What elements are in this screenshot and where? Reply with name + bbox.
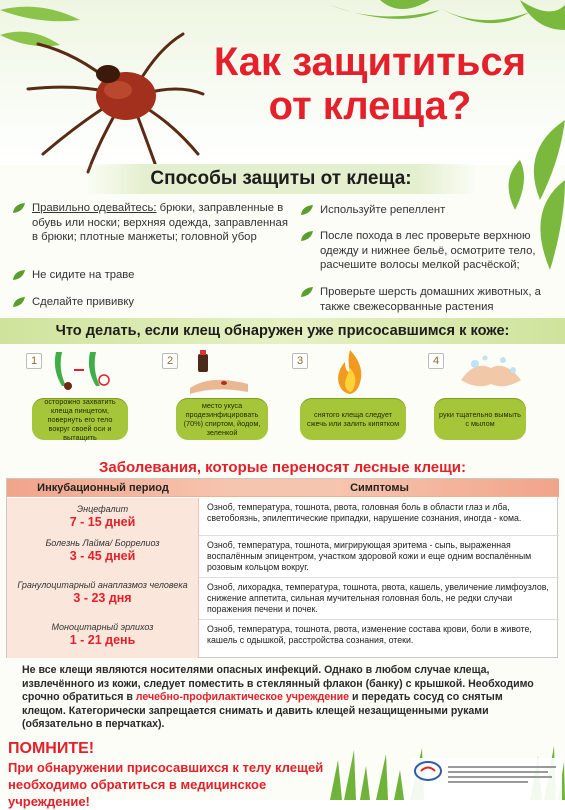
fire-icon xyxy=(333,350,367,394)
highlight-text: лечебно-профилактическое учреждение xyxy=(135,691,350,704)
diseases-heading: Заболевания, которые переносят лесные клещи: xyxy=(98,459,467,476)
tick-illustration-icon xyxy=(18,14,208,174)
tweezers-icon xyxy=(48,350,118,392)
table-row xyxy=(7,578,559,620)
step-text: место укуса продезинфицировать (70%) спиртом, йодом, зеленкой xyxy=(176,398,268,440)
step-text: снятого клеща следует сжечь или залить кипятком xyxy=(300,398,406,440)
leaf-bullet-icon xyxy=(300,286,314,298)
antiseptic-bottle-icon xyxy=(190,350,248,394)
organization-info-icon xyxy=(448,766,558,788)
incubation-column-header: Инкубационный период xyxy=(37,482,169,494)
leaf-bullet-icon xyxy=(12,269,26,281)
leaf-bullet-icon xyxy=(12,202,26,214)
incubation-days: 1 - 21 день xyxy=(69,633,136,647)
leaf-bullet-icon xyxy=(300,204,314,216)
incubation-days: 3 - 45 дней xyxy=(69,549,136,563)
disease-name: Болезнь Лайма/ Боррелиоз xyxy=(45,538,160,548)
table-row xyxy=(7,498,559,536)
disease-cell xyxy=(7,498,199,536)
symptoms-cell: Озноб, температура, тошнота, рвота, изменение состава крови, боли в животе, кашель с одышкой, расстройства сознания, отеки. xyxy=(207,624,532,646)
protection-tip: Правильно одевайтесь: брюки, заправленные в обувь или носки; верхняя одежда, заправленная в брюки; плотные манжеты; головной убор xyxy=(32,201,294,245)
incubation-days: 7 - 15 дней xyxy=(69,515,136,529)
table-row xyxy=(7,536,559,578)
remember-text: При обнаружении присосавшихся к телу клещей необходимо обратиться в медицинское учреждение! xyxy=(8,760,324,809)
remember-heading: ПОМНИТЕ! xyxy=(8,740,95,757)
protection-tip: Сделайте прививку xyxy=(32,295,294,310)
diseases-table xyxy=(6,478,558,658)
symptoms-cell: Озноб, температура, тошнота, мигрирующая эритема - сыпь, выраженная воспалённым эпицентром, участком здоровой кожи и еще одним воспалённым розовым кольцом вокруг. xyxy=(207,540,532,573)
step-number: 2 xyxy=(162,353,178,369)
steps-heading: Что делать, если клещ обнаружен уже присосавшимся к коже: xyxy=(55,323,510,339)
table-row xyxy=(7,620,559,658)
disease-name: Энцефалит xyxy=(76,504,129,514)
step-text: осторожно захватить клеща пинцетом, повернуть его тело вокруг своей оси и вытащить xyxy=(32,398,128,440)
leaf-bullet-icon xyxy=(300,230,314,242)
symptoms-cell: Озноб, лихорадка, температура, тошнота, рвота, кашель, увеличение лимфоузлов, снижение аппетита, сильная мучительная головная боль, не редки случаи поражения печени и почек. xyxy=(207,582,549,615)
step-number: 1 xyxy=(26,353,42,369)
disease-name: Гранулоцитарный анаплазмоз человека xyxy=(17,580,188,590)
step-text: руки тщательно вымыть с мылом xyxy=(434,398,526,440)
leaf-bullet-icon xyxy=(12,296,26,308)
organization-logo-icon xyxy=(413,760,443,782)
step-number: 4 xyxy=(428,353,444,369)
washing-hands-icon xyxy=(455,350,527,394)
incubation-days: 3 - 23 дня xyxy=(73,591,132,605)
warning-note: Не все клещи являются носителями опасных инфекций. Однако в любом случае клеща, извлечённого из кожи, следует поместить в стеклянный флакон (банку) с крышкой. Необходимо срочно обратиться в лечебно-профилактическое учреждение и передать сосуд со снятым клещом. Категорически запрещается снимать и давить клещей незащищенными руками (обязательно в перчатках). xyxy=(22,664,534,731)
disease-cell xyxy=(7,536,199,578)
disease-name: Моноцитарный эрлихоз xyxy=(51,622,154,632)
protection-tip: Не сидите на траве xyxy=(32,268,294,283)
symptoms-column-header: Симптомы xyxy=(350,482,409,494)
protection-tip: Проверьте шерсть домашних животных, а также свежесорванные растения xyxy=(320,285,548,314)
table-header xyxy=(7,479,559,497)
page-title: Как защититься от клеща? xyxy=(213,40,527,128)
protection-heading: Способы защиты от клеща: xyxy=(86,164,476,194)
protection-tip: После похода в лес проверьте верхнюю одежду и нижнее бельё, осмотрите тело, расчешите волосы мелкой расчёской; xyxy=(320,229,548,273)
protection-tip: Используйте репеллент xyxy=(320,203,548,218)
disease-cell xyxy=(7,620,199,658)
symptoms-cell: Озноб, температура, тошнота, рвота, головная боль в области глаз и лба, светобоязнь, эпилептические припадки, нарушение сознания, иногда - кома. xyxy=(207,502,522,524)
step-number: 3 xyxy=(292,353,308,369)
disease-cell xyxy=(7,578,199,620)
